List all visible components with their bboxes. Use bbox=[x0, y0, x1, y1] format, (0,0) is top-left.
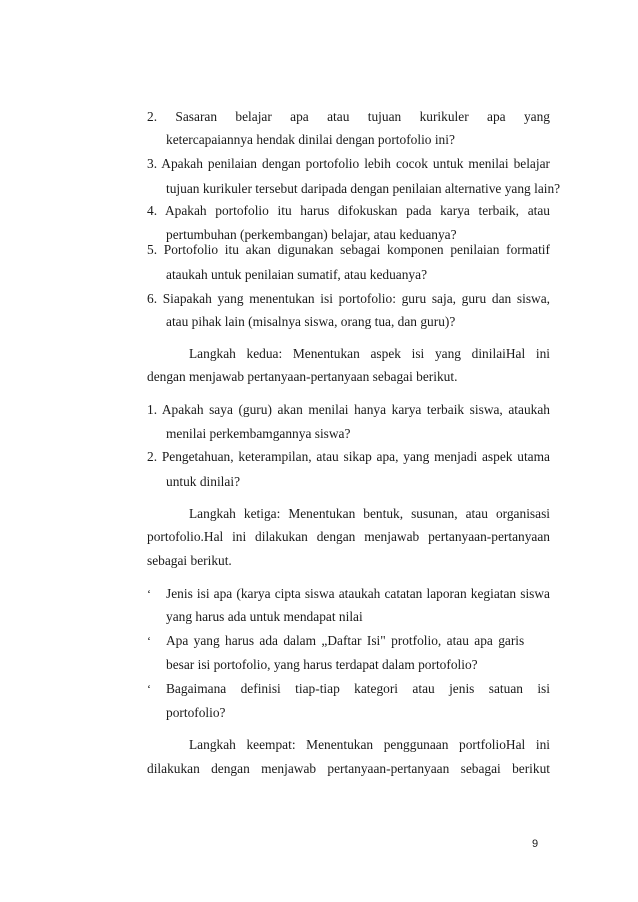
bullet-1-line-2: yang harus ada untuk mendapat nilai bbox=[166, 609, 363, 624]
list-item-3-line-2: tujuan kurikuler tersebut daripada dengan penilaian alternative yang lain? bbox=[166, 181, 561, 196]
step-3-line-1: Langkah ketiga: Menentukan bentuk, susunan, atau organisasi bbox=[189, 506, 550, 521]
list-item-4-line-2: pertumbuhan (perkembangan) belajar, atau keduanya? bbox=[166, 227, 457, 242]
list-item-4-line-1: 4. Apakah portofolio itu harus difokuskan pada karya terbaik, atau bbox=[147, 203, 550, 218]
list-item-6-line-1: 6. Siapakah yang menentukan isi portofolio: guru saja, guru dan siswa, bbox=[147, 291, 550, 306]
step-4-line-1: Langkah keempat: Menentukan penggunaan portfolioHal ini bbox=[189, 737, 550, 752]
bullet-3-line-2: portofolio? bbox=[166, 705, 226, 720]
step-3-line-3: sebagai berikut. bbox=[147, 553, 232, 568]
bullet-1-marker: ‘ bbox=[147, 587, 151, 601]
list-2-item-2-line-1: 2. Pengetahuan, keterampilan, atau sikap apa, yang menjadi aspek utama bbox=[147, 449, 550, 464]
list-2-item-1-line-1: 1. Apakah saya (guru) akan menilai hanya karya terbaik siswa, ataukah bbox=[147, 402, 550, 417]
page-number: 9 bbox=[532, 838, 539, 850]
step-2-line-1: Langkah kedua: Menentukan aspek isi yang dinilaiHal ini bbox=[189, 346, 550, 361]
list-2-item-1-line-2: menilai perkembamgannya siswa? bbox=[166, 426, 351, 441]
bullet-2-line-2: besar isi portofolio, yang harus terdapat dalam portofolio? bbox=[166, 657, 478, 672]
bullet-1-line-1: Jenis isi apa (karya cipta siswa ataukah catatan laporan kegiatan siswa bbox=[166, 586, 550, 601]
list-item-6-line-2: atau pihak lain (misalnya siswa, orang tua, dan guru)? bbox=[166, 314, 456, 329]
list-item-3-line-1: 3. Apakah penilaian dengan portofolio lebih cocok untuk menilai belajar bbox=[147, 156, 550, 171]
bullet-2-line-1: Apa yang harus ada dalam „Daftar Isi" protfolio, atau apa garis bbox=[166, 633, 525, 648]
list-item-5-line-1: 5. Portofolio itu akan digunakan sebagai komponen penilaian formatif bbox=[147, 242, 550, 257]
list-item-2-line-2: ketercapaiannya hendak dinilai dengan portofolio ini? bbox=[166, 132, 455, 147]
list-item-2-line-1: 2. Sasaran belajar apa atau tujuan kurikuler apa yang bbox=[147, 109, 550, 124]
bullet-3-line-1: Bagaimana definisi tiap-tiap kategori atau jenis satuan isi bbox=[166, 681, 550, 696]
bullet-3-marker: ‘ bbox=[147, 682, 151, 696]
step-3-line-2: portofolio.Hal ini dilakukan dengan menjawab pertanyaan-pertanyaan bbox=[147, 529, 550, 544]
list-2-item-2-line-2: untuk dinilai? bbox=[166, 474, 241, 489]
step-4-line-2: dilakukan dengan menjawab pertanyaan-pertanyaan sebagai berikut bbox=[147, 761, 550, 776]
list-item-5-line-2: ataukah untuk penilaian sumatif, atau keduanya? bbox=[166, 267, 428, 282]
bullet-2-marker: ‘ bbox=[147, 634, 151, 648]
step-2-line-2: dengan menjawab pertanyaan-pertanyaan sebagai berikut. bbox=[147, 369, 458, 384]
